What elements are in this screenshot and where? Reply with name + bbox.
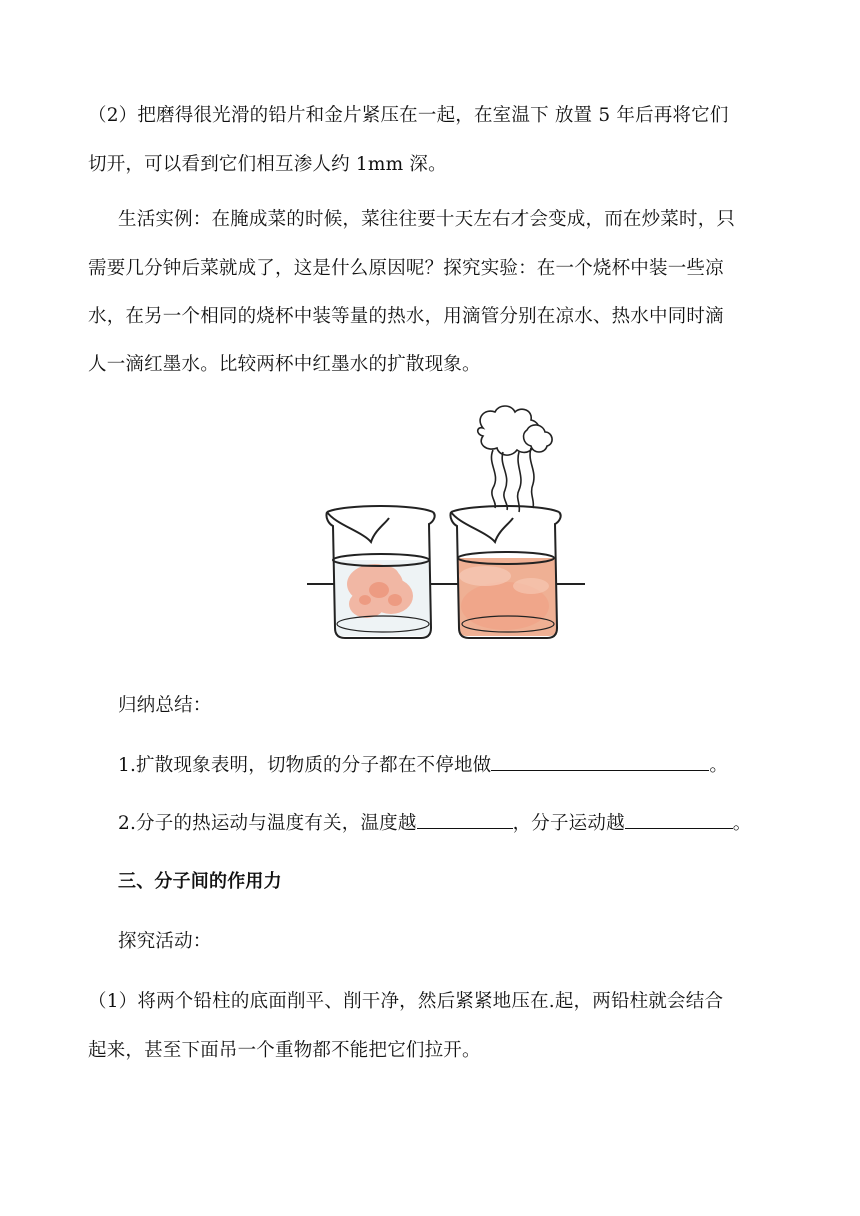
paragraph-lead-gold-line-2: 切开，可以看到它们相互渗人约 1mm 深。 bbox=[88, 154, 447, 175]
summary-item-2-text-a: 2.分子的热运动与温度有关，温度越 bbox=[118, 813, 417, 834]
summary-item-1-text: 1.扩散现象表明，切物质的分子都在不停地做 bbox=[118, 755, 492, 776]
activity-heading: 探究活动： bbox=[118, 931, 212, 952]
fill-in-blank-3[interactable] bbox=[625, 808, 733, 829]
summary-item-2 bbox=[118, 808, 860, 838]
section-heading-intermolecular-forces: 三、分子间的作用力 bbox=[118, 871, 282, 892]
paragraph-life-example-line-4: 人一滴红墨水。比较两杯中红墨水的扩散现象。 bbox=[88, 354, 481, 375]
paragraph-life-example-line-3: 水，在另一个相同的烧杯中装等量的热水，用滴管分别在凉水、热水中同时滴 bbox=[88, 306, 724, 327]
paragraph-life-example-line-2: 需要几分钟后菜就成了，这是什么原因呢？探究实验：在一个烧杯中装一些凉 bbox=[88, 258, 724, 279]
summary-item-2-end: 。 bbox=[732, 813, 752, 834]
summary-item-1 bbox=[118, 750, 860, 780]
paragraph-lead-gold-line-1: （2）把磨得很光滑的铅片和金片紧压在一起，在室温下 放置 5 年后再将它们 bbox=[88, 105, 729, 126]
beakers-cold-hot-water-icon bbox=[305, 400, 590, 645]
fill-in-blank-1[interactable] bbox=[491, 750, 709, 771]
beakers-figure bbox=[305, 400, 590, 645]
paragraph-lead-cylinders-line-2: 起来，甚至下面吊一个重物都不能把它们拉开。 bbox=[88, 1040, 481, 1061]
paragraph-lead-cylinders-line-1: （1）将两个铅柱的底面削平、削干净，然后紧紧地压在.起，两铅柱就会结合 bbox=[88, 991, 724, 1012]
summary-heading: 归纳总结： bbox=[118, 695, 212, 716]
summary-item-1-end: 。 bbox=[709, 755, 729, 776]
fill-in-blank-2[interactable] bbox=[417, 808, 513, 829]
paragraph-life-example-line-1: 生活实例：在腌成菜的时候，菜往往要十天左右才会变成，而在炒菜时，只 bbox=[118, 209, 736, 230]
summary-item-2-text-b: ，分子运动越 bbox=[512, 813, 625, 834]
